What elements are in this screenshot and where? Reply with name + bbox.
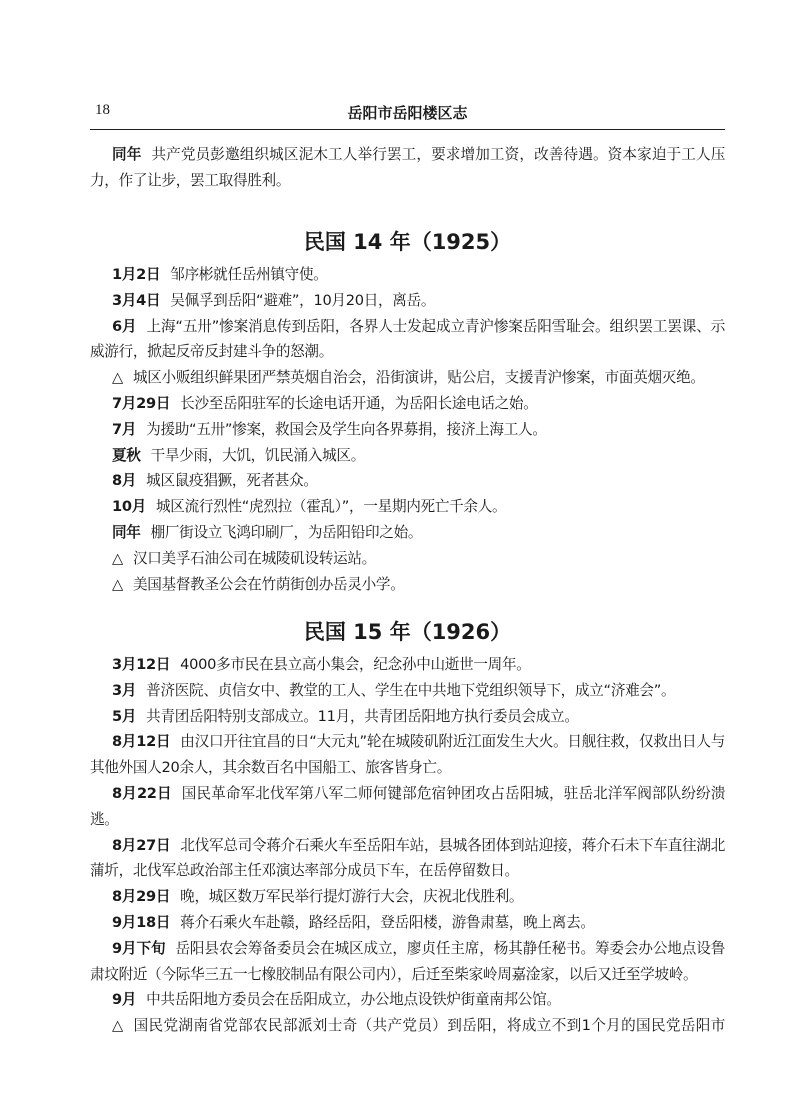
entry-label: 3月12日 [112, 656, 171, 673]
entry-text: 中共岳阳地方委员会在岳阳成立，办公地点设铁炉街童南邦公馆。 [146, 991, 561, 1009]
entry-text: 上海“五卅”惨案消息传到岳阳，各界人士发起成立青沪惨案岳阳雪耻会。组织罢工罢课、示威游行，掀起反帝反封建斗争的怒潮。 [90, 317, 725, 361]
entry [90, 262, 725, 288]
entry-label: 7月29日 [112, 394, 171, 412]
entry-label: 8月29日 [112, 888, 171, 906]
triangle-marker: △ [112, 549, 123, 567]
entry-text: 吴佩孚到岳阳“避难”，10月20日，离岳。 [170, 291, 436, 309]
entry-text: 城区流行烈性“虎烈拉（霍乱）”，一星期内死亡千余人。 [156, 498, 507, 516]
entry-label: 9月下旬 [112, 939, 166, 957]
entry [90, 417, 725, 443]
entry-label: 7月 [112, 420, 137, 438]
entry [90, 704, 725, 730]
entry [90, 314, 725, 366]
page-number: 18 [95, 102, 110, 118]
entry-label: 同年 [112, 523, 141, 541]
entry-label: 6月 [112, 317, 137, 335]
entry-label: 10月 [112, 498, 147, 516]
entry-text: 城区小贩组织鲜果团严禁英烟自治会，沿街演讲，贴公启，支援青沪惨案，市面英烟灭绝。 [132, 369, 705, 387]
running-header [90, 100, 725, 126]
intro-block [90, 142, 725, 194]
entry-label: 8月 [112, 472, 137, 490]
entry [90, 833, 725, 885]
entry [90, 910, 725, 936]
entry [90, 1013, 725, 1039]
entry [90, 729, 725, 781]
triangle-marker: △ [112, 369, 123, 387]
entry-text: 由汉口开往宜昌的日“大元丸”轮在城陵矶附近江面发生大火。日舰往救，仅救出日人与其他外国人20余人，其余数百名中国船工、旅客皆身亡。 [90, 733, 725, 777]
entry-label: 8月22日 [112, 784, 172, 802]
entry-text: 为援助“五卅”惨案，救国会及学生向各界募捐，接济上海工人。 [146, 420, 547, 438]
entry [90, 520, 725, 546]
entry-text: 岳阳县农会筹备委员会在城区成立，廖贞任主席，杨其静任秘书。筹委会办公地点设鲁肃坟附近（今际华三五一七橡胶制品有限公司内），后迁至柴家岭周嘉淦家，以后又迁至学坡岭。 [90, 939, 725, 983]
section-heading: 民国 14 年（1925） [303, 230, 512, 254]
entry-label: 同年 [112, 146, 142, 163]
entry-text: 国民革命军北伐军第八军二师何键部危宿钟团攻占岳阳城，驻岳北洋军阀部队纷纷溃逃。 [90, 784, 725, 828]
entry [90, 494, 725, 520]
entry-text: 蒋介石乘火车赴赣，路经岳阳，登岳阳楼，游鲁肃墓，晚上离去。 [180, 913, 595, 931]
running-title: 岳阳市岳阳楼区志 [347, 104, 468, 122]
entry [90, 365, 725, 391]
section-heading: 民国 15 年（1926） [303, 620, 512, 644]
entry-label: 3月 [112, 681, 137, 699]
entry [90, 572, 725, 598]
entry-text: 北伐军总司令蒋介石乘火车至岳阳车站，县城各团体到站迎接，蒋介石未下车直往湖北蒲圻，北伐军总政治部主任邓演达率部分成员下车，在岳停留数日。 [90, 836, 726, 880]
entry [90, 781, 725, 833]
entry-text: 4000多市民在县立高小集会，纪念孙中山逝世一周年。 [180, 656, 531, 673]
entry-label: 8月12日 [112, 733, 171, 751]
entry-text: 城区鼠疫猖獗，死者甚众。 [146, 472, 318, 490]
entry-text: 干旱少雨，大饥，饥民涌入城区。 [150, 446, 366, 464]
entry-text: 棚厂街设立飞鸿印刷厂，为岳阳铅印之始。 [150, 523, 423, 541]
entry-label: 5月 [112, 707, 137, 725]
entry-label: 9月 [112, 991, 137, 1009]
entry-text: 美国基督教圣公会在竹荫街创办岳灵小学。 [132, 575, 405, 593]
entry-text: 普济医院、贞信女中、教堂的工人、学生在中共地下党组织领导下，成立“济难会”。 [146, 681, 676, 699]
triangle-marker: △ [112, 575, 123, 593]
entry [90, 443, 725, 469]
entry [90, 936, 725, 988]
entry [90, 987, 725, 1013]
entry [90, 288, 725, 314]
entry-label: 9月18日 [112, 913, 171, 931]
entry [90, 142, 725, 194]
entry-text: 长沙至岳阳驻军的长途电话开通，为岳阳长途电话之始。 [180, 394, 538, 412]
entry-label: 夏秋 [112, 446, 141, 464]
entry [90, 546, 725, 572]
section-1925 [90, 222, 725, 597]
entry-text: 汉口美孚石油公司在城陵矶设转运站。 [132, 549, 376, 567]
entry [90, 468, 725, 494]
entry [90, 391, 725, 417]
entry-text: 共青团岳阳特别支部成立。11月，共青团岳阳地方执行委员会成立。 [146, 707, 579, 725]
entry-text: 国民党湖南省党部农民部派刘士奇（共产党员）到岳阳，将成立不到1个月的国民党岳阳市 [133, 1017, 725, 1035]
entry [90, 884, 725, 910]
entry [90, 652, 725, 678]
entry-label: 8月27日 [112, 836, 171, 854]
section-1926 [90, 612, 725, 1039]
entry-label: 3月4日 [112, 291, 161, 309]
header-rule [90, 129, 725, 130]
entry-text: 晚，城区数万军民举行提灯游行大会，庆祝北伐胜利。 [180, 888, 524, 906]
entry [90, 678, 725, 704]
entry-text: 邹序彬就任岳州镇守使。 [170, 266, 328, 283]
entry-text: 共产党员彭邀组织城区泥木工人举行罢工，要求增加工资，改善待遇。资本家迫于工人压力，作了让步，罢工取得胜利。 [90, 146, 725, 189]
triangle-marker: △ [112, 1017, 124, 1035]
entry-label: 1月2日 [112, 266, 161, 283]
